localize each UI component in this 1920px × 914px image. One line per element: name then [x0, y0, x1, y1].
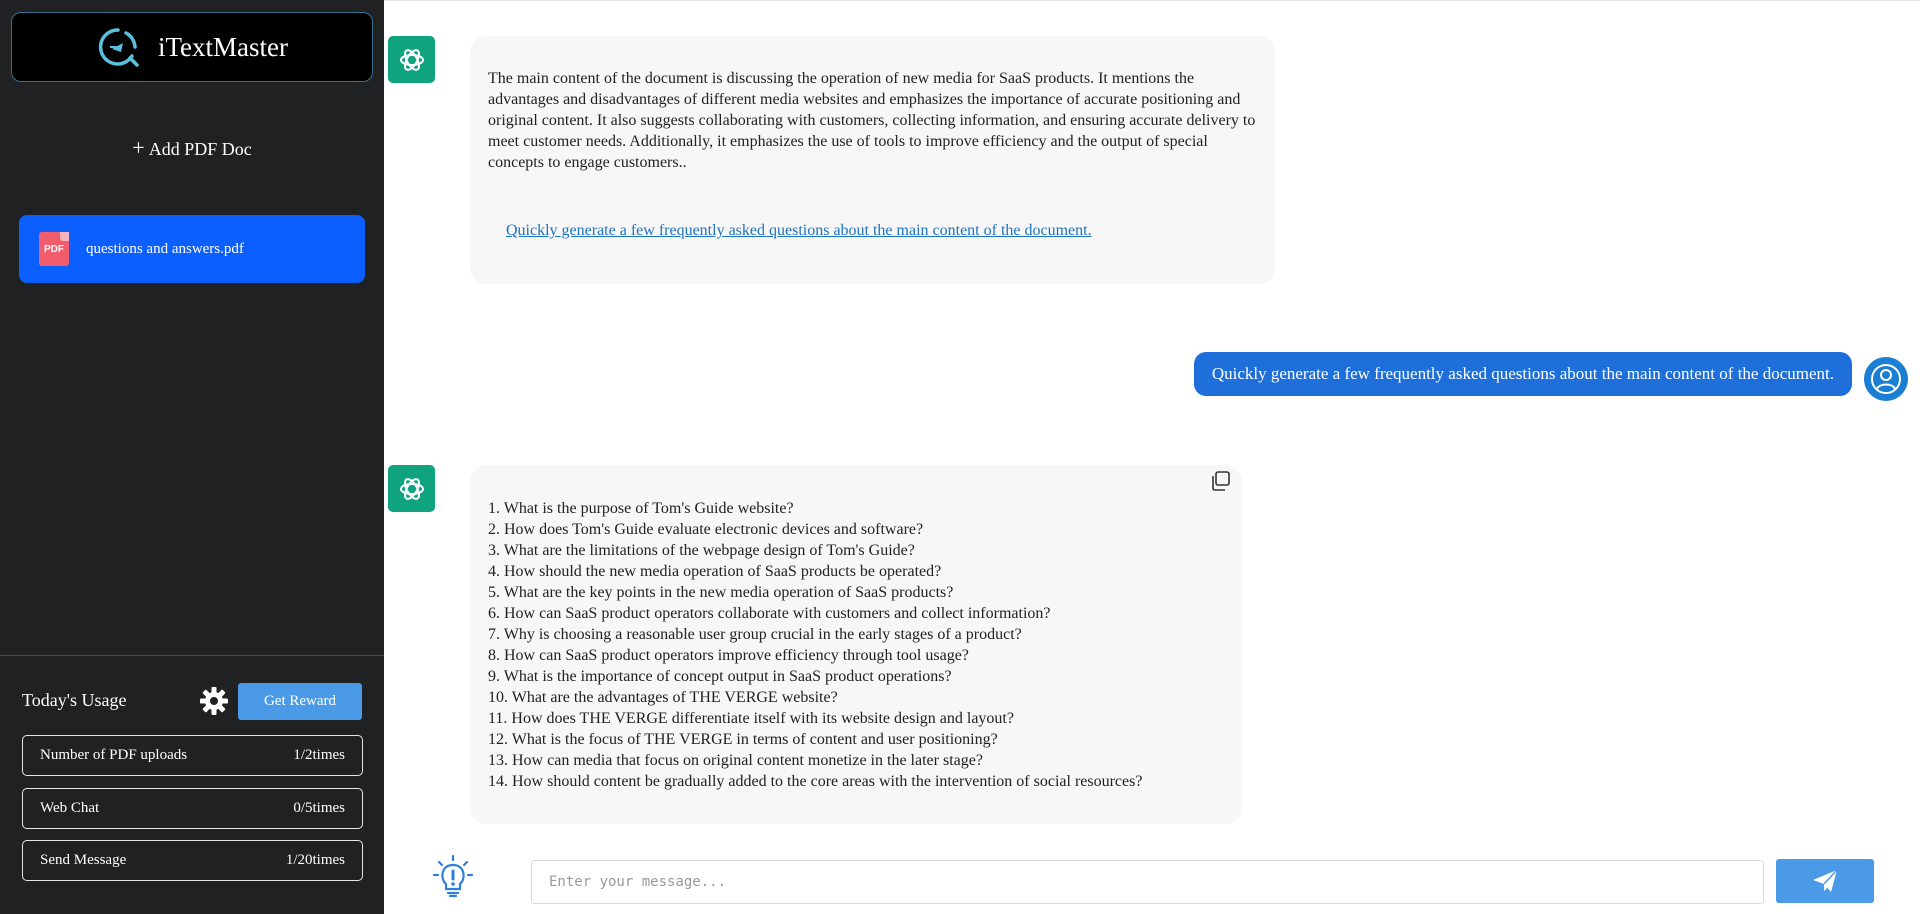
- bot-message: [470, 36, 1275, 284]
- add-pdf-doc-label: Add PDF Doc: [148, 139, 252, 159]
- usage-divider: [0, 655, 384, 656]
- faq-item: 7. Why is choosing a reasonable user group crucial in the early stages of a product?: [488, 626, 1022, 643]
- document-item[interactable]: [19, 215, 365, 283]
- usage-label: Web Chat: [40, 800, 100, 816]
- send-button[interactable]: [1776, 859, 1874, 903]
- copy-icon[interactable]: [1209, 470, 1231, 492]
- lightbulb-icon[interactable]: [432, 854, 474, 898]
- usage-row-pdf-uploads: [22, 735, 363, 776]
- faq-item: 14. How should content be gradually added to the core areas with the intervention of social resources?: [488, 773, 1143, 790]
- suggested-question-link[interactable]: Quickly generate a few frequently asked questions about the main content of the document.: [506, 222, 1092, 239]
- add-pdf-doc-button[interactable]: [0, 135, 384, 161]
- usage-value: 1/2times: [293, 747, 345, 763]
- faq-item: 10. What are the advantages of THE VERGE website?: [488, 689, 838, 706]
- faq-item: 13. How can media that focus on original content monetize in the later stage?: [488, 752, 983, 769]
- usage-title: Today's Usage: [22, 690, 127, 710]
- document-name: questions and answers.pdf: [86, 240, 244, 257]
- app-title: iTextMaster: [157, 31, 289, 62]
- top-divider: [384, 0, 1920, 1]
- message-input[interactable]: [531, 860, 1764, 904]
- usage-value: 1/20times: [285, 852, 345, 868]
- usage-label: Send Message: [40, 852, 127, 868]
- faq-item: 2. How does Tom's Guide evaluate electronic devices and software?: [488, 521, 924, 538]
- faq-item: 1. What is the purpose of Tom's Guide website?: [488, 500, 794, 517]
- pdf-file-icon: [39, 232, 69, 266]
- user-icon: [1870, 363, 1902, 395]
- openai-icon: [397, 474, 427, 504]
- user-avatar: [1864, 357, 1908, 401]
- usage-value: 0/5times: [293, 800, 345, 816]
- faq-item: 11. How does THE VERGE differentiate itself with its website design and layout?: [488, 710, 1014, 727]
- faq-item: 12. What is the focus of THE VERGE in terms of content and user positioning?: [488, 731, 998, 748]
- faq-item: 4. How should the new media operation of SaaS products be operated?: [488, 563, 942, 580]
- faq-item: 8. How can SaaS product operators improve efficiency through tool usage?: [488, 647, 969, 664]
- usage-row-web-chat: [22, 788, 363, 829]
- bot-avatar: [388, 36, 435, 83]
- chat-logo-icon: [96, 25, 140, 69]
- faq-item: 6. How can SaaS product operators collaborate with customers and collect information?: [488, 605, 1051, 622]
- faq-item: 9. What is the importance of concept output in SaaS product operations?: [488, 668, 952, 685]
- sidebar: [0, 0, 384, 914]
- usage-label: Number of PDF uploads: [40, 747, 188, 763]
- send-icon: [1812, 869, 1838, 893]
- user-message: Quickly generate a few frequently asked questions about the main content of the document.: [1194, 352, 1852, 396]
- app-logo: [11, 12, 373, 82]
- bot-message: [470, 465, 1242, 824]
- pdf-icon-label: PDF: [44, 243, 64, 255]
- bot-message-text: The main content of the document is discussing the operation of new media for SaaS products. It mentions the advantages and disadvantages of different media websites and emphasizes the importance of accurate positioning and original content. It also suggests collaborating with customers, collecting information, and ensuring accurate delivery to meet customer needs. Additionally, it emphasizes the use of tools to improve efficiency and the output of special concepts to engage customers..: [488, 70, 1256, 171]
- faq-item: 3. What are the limitations of the webpage design of Tom's Guide?: [488, 542, 915, 559]
- gear-icon[interactable]: [199, 686, 229, 716]
- usage-row-send-message: [22, 840, 363, 881]
- openai-icon: [397, 45, 427, 75]
- bot-avatar: [388, 465, 435, 512]
- faq-item: 5. What are the key points in the new media operation of SaaS products?: [488, 584, 954, 601]
- plus-icon: +: [132, 135, 145, 160]
- get-reward-button[interactable]: Get Reward: [238, 683, 362, 720]
